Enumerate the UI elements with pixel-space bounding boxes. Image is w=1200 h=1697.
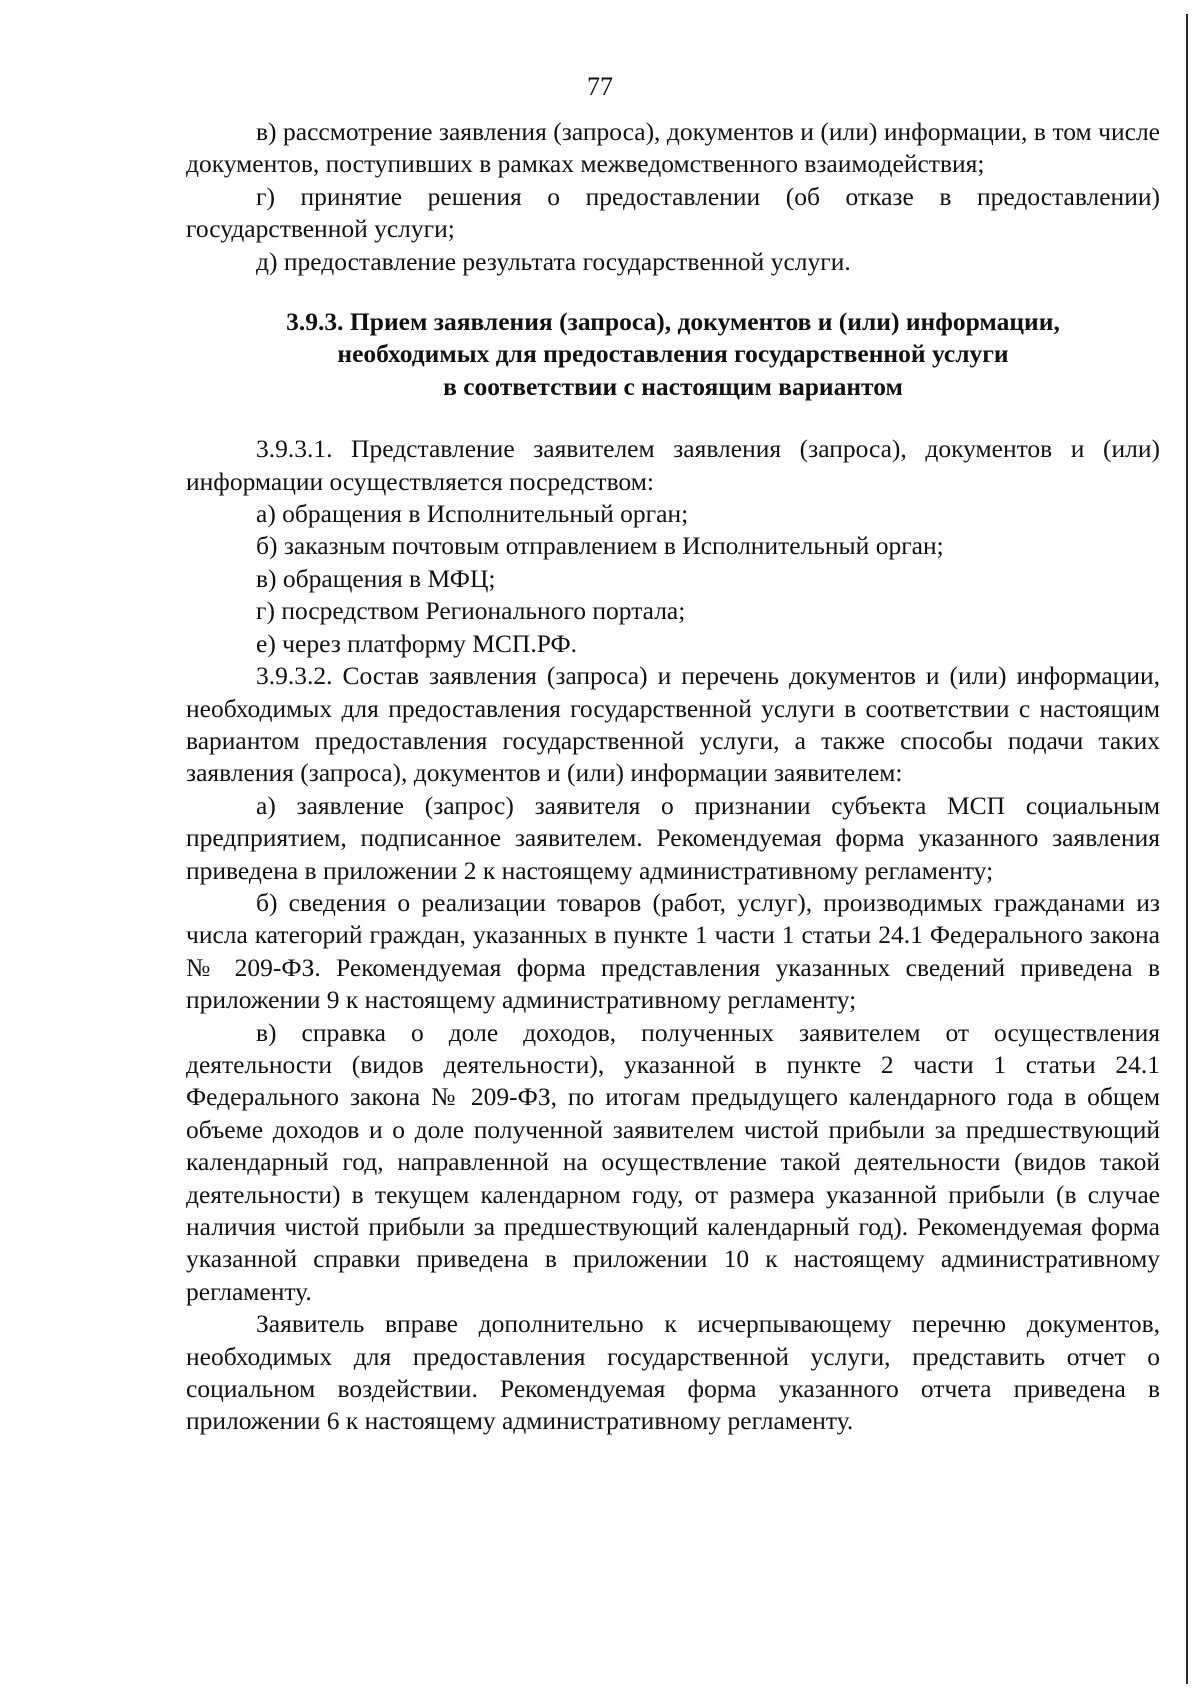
clause-3-9-3-2-item-a: а) заявление (запрос) заявителя о признании субъекта МСП социальным предприятием, подписанное заявителем. Рекомендуемая форма указанного заявления приведена в приложении 2 к настоящему административному регламенту; [186,790,1160,885]
clause-3-9-3-2-item-b: б) сведения о реализации товаров (работ, услуг), производимых гражданами из числа категорий граждан, указанных в пункте 1 части 1 статьи 24.1 Федерального закона № 209-ФЗ. Рекомендуемая форма представления указанных сведений приведена в приложении 9 к настоящему административному регламенту; [186,887,1160,1015]
list-item-g: г) принятие решения о предоставлении (об отказе в предоставлении) государственной услуги; [186,181,1160,244]
section-heading [186,306,1160,403]
section-heading-line: 3.9.3. Прием заявления (запроса), документов и (или) информации, [286,307,1060,337]
clause-3-9-3-2: 3.9.3.2. Состав заявления (запроса) и перечень документов и (или) информации, необходимых для предоставления государственной услуги в соответствии с настоящим вариантом предоставления государственной услуги, а также способы подачи таких заявления (запроса), документов и (или) информации заявителем: [186,661,1160,788]
clause-3-9-3-1-item-b: б) заказным почтовым отправлением в Исполнительный орган; [256,531,944,561]
document-body [186,116,1160,1438]
list-item-v: в) рассмотрение заявления (запроса), документов и (или) информации, в том числе документов, поступивших в рамках межведомственного взаимодействия; [186,117,1160,179]
clause-3-9-3-1-item-v: в) обращения в МФЦ; [256,563,496,593]
clause-3-9-3-1-item-g: г) посредством Регионального портала; [256,596,686,626]
clause-3-9-3-2-closing: Заявитель вправе дополнительно к исчерпывающему перечню документов, необходимых для предоставления государственной услуги, представить отчет о социальном воздействии. Рекомендуемая форма указанного отчета приведена в приложении 6 к настоящему административному регламенту. [186,1309,1160,1436]
clause-3-9-3-1: 3.9.3.1. Представление заявителем заявления (запроса), документов и (или) информации осуществляется посредством: [186,434,1160,496]
list-item-d: д) предоставление результата государственной услуги. [256,246,851,276]
page-number: 77 [587,72,613,101]
clause-3-9-3-1-item-a: а) обращения в Исполнительный орган; [256,499,689,529]
section-heading-line: в соответствии с настоящим вариантом [443,371,903,401]
clause-3-9-3-2-item-v: в) справка о доле доходов, полученных заявителем от осуществления деятельности (видов деятельности), указанной в пункте 2 части 1 статьи 24.1 Федерального закона № 209-ФЗ, по итогам предыдущего календарного года в общем объеме доходов и о доле полученной заявителем чистой прибыли за предшествующий календарный год, направленной на осуществление такой деятельности (видов такой деятельности) в текущем календарном году, от размера указанной прибыли (в случае наличия чистой прибыли за предшествующий календарный год). Рекомендуемая форма указанной справки приведена в приложении 10 к настоящему административному регламенту. [186,1017,1160,1306]
section-heading-line: необходимых для предоставления государственной услуги [337,339,1009,369]
scan-edge-line [1186,14,1188,1684]
clause-3-9-3-1-item-e: е) через платформу МСП.РФ. [256,628,577,658]
